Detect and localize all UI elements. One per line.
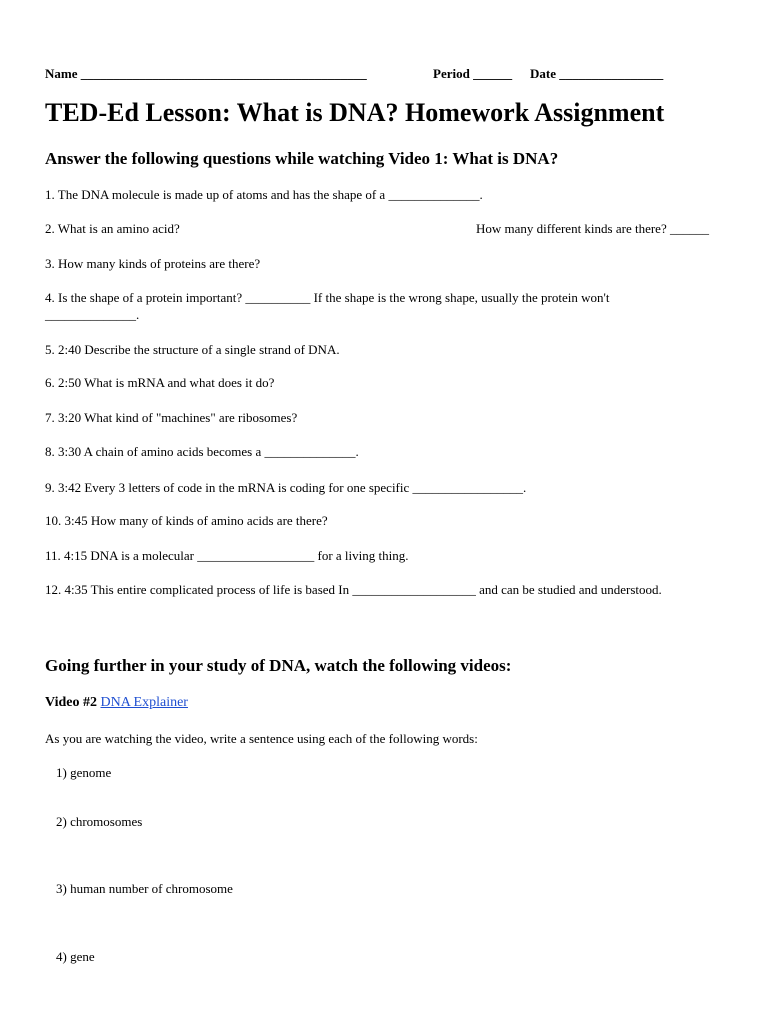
question-12: 12. 4:35 This entire complicated process of life is based In ___________________ and can be studied and understood.	[45, 582, 662, 597]
word-item-gene: 4) gene	[56, 949, 95, 964]
question-2-left: 2. What is an amino acid?	[45, 221, 180, 236]
question-8: 8. 3:30 A chain of amino acids becomes a ______________.	[45, 444, 359, 459]
name-field-label: Name ____________________________________________	[45, 66, 367, 81]
dna-explainer-link[interactable]: DNA Explainer	[100, 695, 188, 710]
question-2-right: How many different kinds are there? ______	[476, 221, 709, 236]
question-4-line1: 4. Is the shape of a protein important? __________ If the shape is the wrong shape, usually the protein won't	[45, 290, 610, 305]
question-11: 11. 4:15 DNA is a molecular __________________ for a living thing.	[45, 548, 409, 563]
question-1: 1. The DNA molecule is made up of atoms and has the shape of a ______________.	[45, 187, 483, 202]
section1-heading: Answer the following questions while watching Video 1: What is DNA?	[45, 149, 559, 168]
question-5: 5. 2:40 Describe the structure of a single strand of DNA.	[45, 342, 340, 357]
date-field-label: Date ________________	[530, 66, 664, 81]
word-item-human-number-of-chromosome: 3) human number of chromosome	[56, 881, 233, 896]
section2-heading: Going further in your study of DNA, watch the following videos:	[45, 656, 512, 675]
video-2-label: Video #2	[45, 695, 97, 710]
video-2-instruction: As you are watching the video, write a sentence using each of the following words:	[45, 731, 478, 746]
question-9: 9. 3:42 Every 3 letters of code in the mRNA is coding for one specific _________________.	[45, 480, 527, 495]
question-6: 6. 2:50 What is mRNA and what does it do?	[45, 375, 275, 390]
question-7: 7. 3:20 What kind of "machines" are ribosomes?	[45, 410, 298, 425]
page-title: TED-Ed Lesson: What is DNA? Homework Assignment	[45, 98, 665, 127]
question-3: 3. How many kinds of proteins are there?	[45, 256, 261, 271]
question-10: 10. 3:45 How many of kinds of amino acids are there?	[45, 513, 328, 528]
question-2	[45, 221, 745, 237]
video-2-row	[45, 695, 188, 711]
word-item-chromosomes: 2) chromosomes	[56, 814, 143, 829]
period-field-label: Period ______	[433, 66, 513, 81]
question-4-line2: ______________.	[45, 307, 140, 322]
word-item-genome: 1) genome	[56, 765, 112, 780]
